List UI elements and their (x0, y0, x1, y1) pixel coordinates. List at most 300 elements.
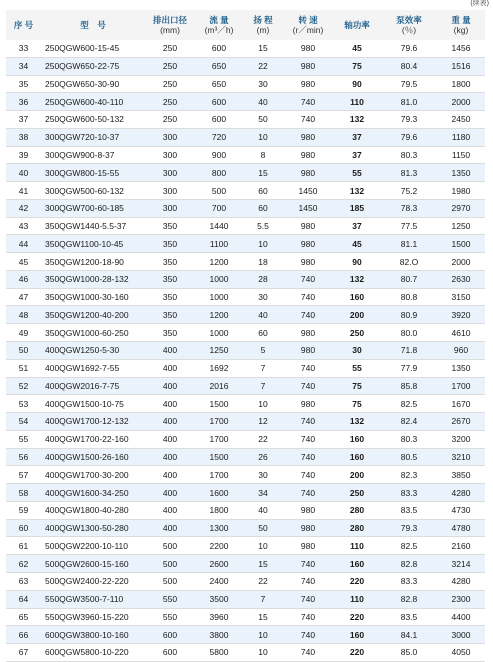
model-cell: 300QGW720-10-37 (41, 128, 145, 146)
outlet-cell: 300 (145, 182, 195, 200)
speed-cell: 980 (283, 395, 333, 413)
weight-cell: 3000 (437, 626, 485, 644)
speed-cell: 980 (283, 342, 333, 360)
power-cell: 200 (333, 466, 381, 484)
outlet-cell: 350 (145, 217, 195, 235)
flow-cell: 1700 (195, 430, 243, 448)
efficiency-cell: 79.6 (381, 40, 437, 57)
serial-cell: 61 (6, 537, 41, 555)
serial-cell: 41 (6, 182, 41, 200)
efficiency-cell: 81.3 (381, 164, 437, 182)
table-row (6, 484, 485, 502)
continued-label: (续表) (470, 0, 489, 7)
head-cell: 34 (243, 484, 283, 502)
serial-cell: 57 (6, 466, 41, 484)
header-model: 型 号 (41, 10, 145, 40)
outlet-cell: 400 (145, 484, 195, 502)
weight-cell: 1670 (437, 395, 485, 413)
table-row (6, 572, 485, 590)
head-cell: 12 (243, 413, 283, 431)
power-cell: 37 (333, 217, 381, 235)
head-cell: 40 (243, 306, 283, 324)
flow-cell: 2200 (195, 537, 243, 555)
weight-cell: 4400 (437, 608, 485, 626)
outlet-cell: 400 (145, 466, 195, 484)
flow-cell: 1200 (195, 253, 243, 271)
efficiency-cell: 82.5 (381, 395, 437, 413)
model-cell: 500QGW2200-10-110 (41, 537, 145, 555)
model-cell: 550QGW3960-15-220 (41, 608, 145, 626)
head-cell: 22 (243, 572, 283, 590)
serial-cell: 43 (6, 217, 41, 235)
serial-cell: 48 (6, 306, 41, 324)
table-row (6, 590, 485, 608)
table-row (6, 537, 485, 555)
weight-cell: 1700 (437, 377, 485, 395)
speed-cell: 740 (283, 608, 333, 626)
table-row (6, 288, 485, 306)
model-cell: 250QGW600-15-45 (41, 40, 145, 57)
table-row (6, 501, 485, 519)
serial-cell: 65 (6, 608, 41, 626)
head-cell: 15 (243, 555, 283, 573)
head-cell: 8 (243, 146, 283, 164)
head-cell: 15 (243, 40, 283, 57)
efficiency-cell: 75.2 (381, 182, 437, 200)
power-cell: 45 (333, 40, 381, 57)
head-cell: 15 (243, 608, 283, 626)
header-shaft-power: 轴功率 (333, 10, 381, 40)
efficiency-cell: 79.6 (381, 128, 437, 146)
speed-cell: 980 (283, 40, 333, 57)
speed-cell: 740 (283, 448, 333, 466)
model-cell: 400QGW2016-7-75 (41, 377, 145, 395)
speed-cell: 740 (283, 430, 333, 448)
outlet-cell: 500 (145, 555, 195, 573)
efficiency-cell: 83.3 (381, 572, 437, 590)
weight-cell: 4280 (437, 572, 485, 590)
efficiency-cell: 77.9 (381, 359, 437, 377)
serial-cell: 56 (6, 448, 41, 466)
model-cell: 400QGW1300-50-280 (41, 519, 145, 537)
weight-cell: 1456 (437, 40, 485, 57)
speed-cell: 740 (283, 377, 333, 395)
speed-cell: 980 (283, 164, 333, 182)
speed-cell: 740 (283, 572, 333, 590)
head-cell: 5 (243, 342, 283, 360)
table-row (6, 644, 485, 662)
flow-cell: 1000 (195, 324, 243, 342)
model-cell: 400QGW1500-10-75 (41, 395, 145, 413)
efficiency-cell: 80.3 (381, 430, 437, 448)
model-cell: 350QGW1000-28-132 (41, 270, 145, 288)
speed-cell: 1450 (283, 182, 333, 200)
table-row (6, 395, 485, 413)
header-flow: 流 量 (m³／h) (195, 10, 243, 40)
flow-cell: 1500 (195, 395, 243, 413)
efficiency-cell: 71.8 (381, 342, 437, 360)
weight-cell: 2630 (437, 270, 485, 288)
table-row (6, 377, 485, 395)
model-cell: 550QGW3500-7-110 (41, 590, 145, 608)
power-cell: 132 (333, 182, 381, 200)
table-row (6, 164, 485, 182)
power-cell: 220 (333, 608, 381, 626)
speed-cell: 980 (283, 146, 333, 164)
header-serial: 序 号 (6, 10, 41, 40)
weight-cell: 2670 (437, 413, 485, 431)
head-cell: 50 (243, 519, 283, 537)
efficiency-cell: 84.1 (381, 626, 437, 644)
efficiency-cell: 82.5 (381, 537, 437, 555)
weight-cell: 1150 (437, 146, 485, 164)
model-cell: 250QGW650-30-90 (41, 75, 145, 93)
efficiency-cell: 82.8 (381, 590, 437, 608)
model-cell: 400QGW1800-40-280 (41, 501, 145, 519)
weight-cell: 4280 (437, 484, 485, 502)
efficiency-cell: 79.5 (381, 75, 437, 93)
serial-cell: 36 (6, 93, 41, 111)
head-cell: 60 (243, 199, 283, 217)
flow-cell: 650 (195, 57, 243, 75)
outlet-cell: 250 (145, 93, 195, 111)
head-cell: 10 (243, 128, 283, 146)
speed-cell: 740 (283, 590, 333, 608)
speed-cell: 980 (283, 519, 333, 537)
power-cell: 30 (333, 342, 381, 360)
weight-cell: 1350 (437, 359, 485, 377)
flow-cell: 1800 (195, 501, 243, 519)
speed-cell: 740 (283, 359, 333, 377)
speed-cell: 740 (283, 111, 333, 129)
model-cell: 400QGW1250-5-30 (41, 342, 145, 360)
flow-cell: 600 (195, 111, 243, 129)
outlet-cell: 600 (145, 626, 195, 644)
flow-cell: 1692 (195, 359, 243, 377)
flow-cell: 2016 (195, 377, 243, 395)
serial-cell: 37 (6, 111, 41, 129)
model-cell: 600QGW3800-10-160 (41, 626, 145, 644)
serial-cell: 40 (6, 164, 41, 182)
serial-cell: 63 (6, 572, 41, 590)
model-cell: 250QGW600-50-132 (41, 111, 145, 129)
efficiency-cell: 82.O (381, 253, 437, 271)
efficiency-cell: 80.8 (381, 288, 437, 306)
serial-cell: 39 (6, 146, 41, 164)
serial-cell: 53 (6, 395, 41, 413)
outlet-cell: 350 (145, 253, 195, 271)
efficiency-cell: 78.3 (381, 199, 437, 217)
flow-cell: 2400 (195, 572, 243, 590)
model-cell: 350QGW1000-60-250 (41, 324, 145, 342)
serial-cell: 33 (6, 40, 41, 57)
weight-cell: 3920 (437, 306, 485, 324)
weight-cell: 2970 (437, 199, 485, 217)
head-cell: 15 (243, 164, 283, 182)
table-row (6, 430, 485, 448)
serial-cell: 52 (6, 377, 41, 395)
power-cell: 160 (333, 448, 381, 466)
flow-cell: 600 (195, 40, 243, 57)
model-cell: 250QGW600-40-110 (41, 93, 145, 111)
efficiency-cell: 85.8 (381, 377, 437, 395)
efficiency-cell: 77.5 (381, 217, 437, 235)
table-row (6, 608, 485, 626)
table-row (6, 111, 485, 129)
model-cell: 300QGW700-60-185 (41, 199, 145, 217)
serial-cell: 58 (6, 484, 41, 502)
power-cell: 160 (333, 288, 381, 306)
table-row (6, 519, 485, 537)
outlet-cell: 400 (145, 395, 195, 413)
outlet-cell: 250 (145, 57, 195, 75)
efficiency-cell: 80.4 (381, 57, 437, 75)
efficiency-cell: 80.9 (381, 306, 437, 324)
speed-cell: 740 (283, 644, 333, 662)
table-row (6, 555, 485, 573)
flow-cell: 650 (195, 75, 243, 93)
weight-cell: 2000 (437, 253, 485, 271)
head-cell: 40 (243, 93, 283, 111)
serial-cell: 44 (6, 235, 41, 253)
table-row (6, 235, 485, 253)
head-cell: 60 (243, 324, 283, 342)
outlet-cell: 250 (145, 111, 195, 129)
efficiency-cell: 79.3 (381, 111, 437, 129)
weight-cell: 960 (437, 342, 485, 360)
model-cell: 600QGW5800-10-220 (41, 644, 145, 662)
flow-cell: 1440 (195, 217, 243, 235)
flow-cell: 1000 (195, 270, 243, 288)
flow-cell: 1000 (195, 288, 243, 306)
weight-cell: 1516 (437, 57, 485, 75)
head-cell: 7 (243, 590, 283, 608)
outlet-cell: 250 (145, 40, 195, 57)
outlet-cell: 400 (145, 448, 195, 466)
speed-cell: 740 (283, 306, 333, 324)
weight-cell: 3214 (437, 555, 485, 573)
model-cell: 400QGW1700-30-200 (41, 466, 145, 484)
serial-cell: 35 (6, 75, 41, 93)
power-cell: 90 (333, 253, 381, 271)
flow-cell: 1300 (195, 519, 243, 537)
flow-cell: 1500 (195, 448, 243, 466)
model-cell: 300QGW900-8-37 (41, 146, 145, 164)
speed-cell: 980 (283, 501, 333, 519)
serial-cell: 42 (6, 199, 41, 217)
outlet-cell: 500 (145, 537, 195, 555)
pump-spec-table (6, 10, 485, 662)
outlet-cell: 500 (145, 572, 195, 590)
table-row (6, 146, 485, 164)
table-header-row (6, 10, 485, 40)
efficiency-cell: 80.3 (381, 146, 437, 164)
speed-cell: 740 (283, 555, 333, 573)
power-cell: 55 (333, 359, 381, 377)
model-cell: 400QGW1700-22-160 (41, 430, 145, 448)
header-speed: 转 速 (r／min) (283, 10, 333, 40)
weight-cell: 2450 (437, 111, 485, 129)
outlet-cell: 400 (145, 519, 195, 537)
header-weight: 重 量 (kg) (437, 10, 485, 40)
efficiency-cell: 83.5 (381, 501, 437, 519)
weight-cell: 3200 (437, 430, 485, 448)
outlet-cell: 350 (145, 288, 195, 306)
head-cell: 10 (243, 235, 283, 253)
head-cell: 30 (243, 466, 283, 484)
flow-cell: 2600 (195, 555, 243, 573)
speed-cell: 740 (283, 93, 333, 111)
model-cell: 350QGW1100-10-45 (41, 235, 145, 253)
outlet-cell: 600 (145, 644, 195, 662)
table-row (6, 306, 485, 324)
outlet-cell: 300 (145, 199, 195, 217)
power-cell: 280 (333, 501, 381, 519)
power-cell: 45 (333, 235, 381, 253)
model-cell: 300QGW500-60-132 (41, 182, 145, 200)
speed-cell: 740 (283, 270, 333, 288)
table-row (6, 359, 485, 377)
serial-cell: 47 (6, 288, 41, 306)
flow-cell: 1700 (195, 466, 243, 484)
model-cell: 250QGW650-22-75 (41, 57, 145, 75)
outlet-cell: 550 (145, 590, 195, 608)
table-row (6, 448, 485, 466)
model-cell: 350QGW1200-18-90 (41, 253, 145, 271)
table-row (6, 93, 485, 111)
model-cell: 350QGW1200-40-200 (41, 306, 145, 324)
head-cell: 50 (243, 111, 283, 129)
efficiency-cell: 80.0 (381, 324, 437, 342)
speed-cell: 980 (283, 324, 333, 342)
outlet-cell: 400 (145, 430, 195, 448)
serial-cell: 64 (6, 590, 41, 608)
flow-cell: 3500 (195, 590, 243, 608)
outlet-cell: 300 (145, 146, 195, 164)
speed-cell: 740 (283, 288, 333, 306)
power-cell: 280 (333, 519, 381, 537)
model-cell: 500QGW2600-15-160 (41, 555, 145, 573)
efficiency-cell: 83.3 (381, 484, 437, 502)
weight-cell: 4610 (437, 324, 485, 342)
flow-cell: 600 (195, 93, 243, 111)
outlet-cell: 250 (145, 75, 195, 93)
flow-cell: 1100 (195, 235, 243, 253)
efficiency-cell: 85.0 (381, 644, 437, 662)
speed-cell: 980 (283, 537, 333, 555)
serial-cell: 66 (6, 626, 41, 644)
efficiency-cell: 81.1 (381, 235, 437, 253)
serial-cell: 46 (6, 270, 41, 288)
outlet-cell: 350 (145, 270, 195, 288)
head-cell: 22 (243, 57, 283, 75)
flow-cell: 3800 (195, 626, 243, 644)
power-cell: 132 (333, 270, 381, 288)
power-cell: 110 (333, 590, 381, 608)
head-cell: 10 (243, 626, 283, 644)
model-cell: 400QGW1700-12-132 (41, 413, 145, 431)
model-cell: 400QGW1500-26-160 (41, 448, 145, 466)
flow-cell: 1250 (195, 342, 243, 360)
weight-cell: 1250 (437, 217, 485, 235)
weight-cell: 1980 (437, 182, 485, 200)
outlet-cell: 400 (145, 342, 195, 360)
weight-cell: 1180 (437, 128, 485, 146)
serial-cell: 50 (6, 342, 41, 360)
power-cell: 160 (333, 430, 381, 448)
weight-cell: 1800 (437, 75, 485, 93)
model-cell: 300QGW800-15-55 (41, 164, 145, 182)
speed-cell: 980 (283, 57, 333, 75)
power-cell: 132 (333, 413, 381, 431)
head-cell: 26 (243, 448, 283, 466)
head-cell: 18 (243, 253, 283, 271)
serial-cell: 54 (6, 413, 41, 431)
head-cell: 30 (243, 75, 283, 93)
flow-cell: 5800 (195, 644, 243, 662)
outlet-cell: 550 (145, 608, 195, 626)
flow-cell: 500 (195, 182, 243, 200)
serial-cell: 38 (6, 128, 41, 146)
flow-cell: 700 (195, 199, 243, 217)
speed-cell: 980 (283, 253, 333, 271)
flow-cell: 720 (195, 128, 243, 146)
serial-cell: 51 (6, 359, 41, 377)
table-row (6, 57, 485, 75)
head-cell: 10 (243, 644, 283, 662)
power-cell: 160 (333, 626, 381, 644)
power-cell: 250 (333, 324, 381, 342)
flow-cell: 1600 (195, 484, 243, 502)
outlet-cell: 400 (145, 501, 195, 519)
table-row (6, 182, 485, 200)
speed-cell: 740 (283, 626, 333, 644)
flow-cell: 3960 (195, 608, 243, 626)
outlet-cell: 400 (145, 377, 195, 395)
model-cell: 350QGW1000-30-160 (41, 288, 145, 306)
power-cell: 90 (333, 75, 381, 93)
weight-cell: 2160 (437, 537, 485, 555)
weight-cell: 4780 (437, 519, 485, 537)
table-row (6, 413, 485, 431)
speed-cell: 980 (283, 128, 333, 146)
head-cell: 10 (243, 537, 283, 555)
head-cell: 60 (243, 182, 283, 200)
efficiency-cell: 81.0 (381, 93, 437, 111)
speed-cell: 1450 (283, 199, 333, 217)
weight-cell: 3150 (437, 288, 485, 306)
efficiency-cell: 80.7 (381, 270, 437, 288)
flow-cell: 900 (195, 146, 243, 164)
weight-cell: 3210 (437, 448, 485, 466)
flow-cell: 1200 (195, 306, 243, 324)
serial-cell: 49 (6, 324, 41, 342)
table-row (6, 128, 485, 146)
power-cell: 250 (333, 484, 381, 502)
outlet-cell: 300 (145, 128, 195, 146)
efficiency-cell: 83.5 (381, 608, 437, 626)
power-cell: 75 (333, 395, 381, 413)
table-row (6, 199, 485, 217)
serial-cell: 55 (6, 430, 41, 448)
outlet-cell: 350 (145, 324, 195, 342)
outlet-cell: 400 (145, 359, 195, 377)
power-cell: 55 (333, 164, 381, 182)
outlet-cell: 350 (145, 235, 195, 253)
table-row (6, 342, 485, 360)
power-cell: 185 (333, 199, 381, 217)
table-row (6, 324, 485, 342)
